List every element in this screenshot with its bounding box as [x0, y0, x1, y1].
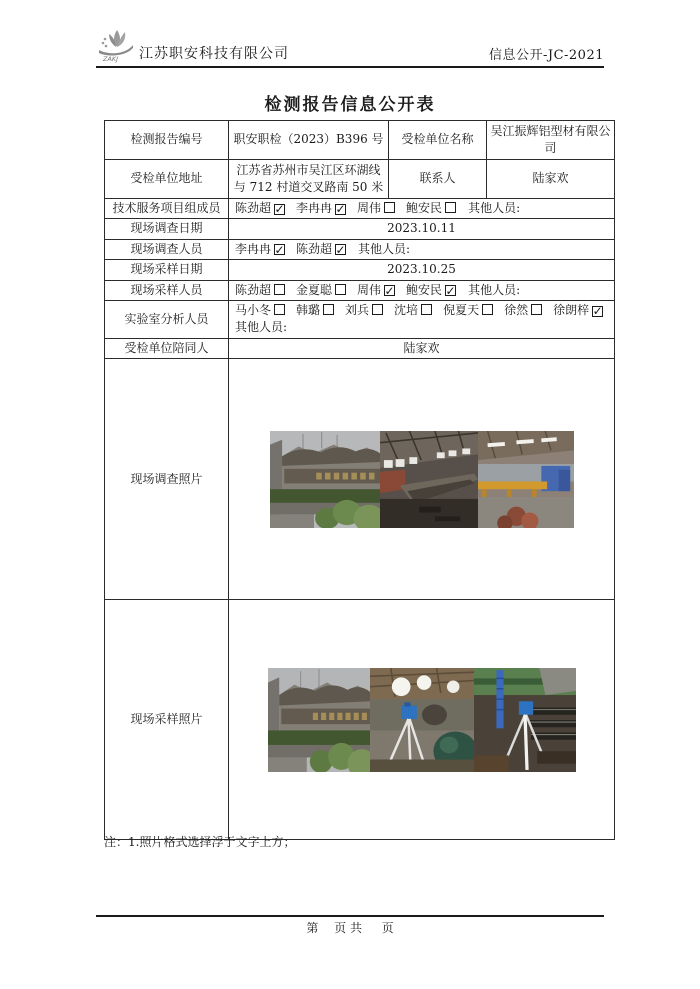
- member-name: 陈劲超: [235, 282, 272, 297]
- sample-staff-label: 现场采样人员: [105, 280, 229, 300]
- survey-date-label: 现场调查日期: [105, 219, 229, 239]
- checkbox-checked-icon[interactable]: ✓: [335, 202, 346, 216]
- checkbox-unchecked-icon[interactable]: [482, 304, 493, 315]
- sampling-photo-tripod-sampler: [370, 668, 474, 772]
- sample-date-label: 现场采样日期: [105, 260, 229, 280]
- checkbox-checked-icon[interactable]: ✓: [335, 242, 346, 257]
- survey-staff-cell: [229, 239, 615, 259]
- team-label: 技术服务项目组成员: [105, 199, 229, 219]
- checkbox-unchecked-icon[interactable]: [421, 304, 432, 315]
- member-item: [235, 282, 285, 299]
- member-item: [443, 302, 493, 319]
- sampling-photo-factory-gate: [268, 668, 370, 772]
- member-name: 陈劲超: [235, 201, 272, 215]
- others-label[interactable]: 其他人员:: [468, 282, 521, 297]
- company-logo-icon: [96, 28, 136, 64]
- row-survey-photos: [105, 359, 615, 600]
- checkbox-checked-icon[interactable]: ✓: [274, 242, 285, 257]
- member-name: 陈劲超: [296, 241, 333, 256]
- checkbox-unchecked-icon[interactable]: [274, 284, 285, 295]
- report-form-table: [104, 120, 615, 840]
- escort-label: 受检单位陪同人: [105, 338, 229, 358]
- brand: [96, 28, 289, 64]
- member-name: 李冉冉: [235, 241, 272, 256]
- row-team: [105, 199, 615, 219]
- checkbox-checked-icon[interactable]: ✓: [445, 283, 456, 298]
- checkbox-unchecked-icon[interactable]: [372, 304, 383, 315]
- survey-photos-cell: [229, 359, 615, 600]
- member-name: 倪夏天: [443, 303, 480, 318]
- escort-value[interactable]: 陆家欢: [229, 338, 615, 358]
- checkbox-unchecked-icon[interactable]: [335, 284, 346, 295]
- team-members-cell: [229, 199, 615, 219]
- unit-address-value[interactable]: 江苏省苏州市吴江区环湖线与 712 村道交叉路南 50 米: [229, 160, 389, 199]
- member-item: [296, 282, 346, 299]
- member-name: 鲍安民: [406, 201, 443, 215]
- survey-staff-label: 现场调查人员: [105, 239, 229, 259]
- row-sample-date: [105, 260, 615, 280]
- contact-label: 联系人: [389, 160, 487, 199]
- footnote: 注：1.照片格式选择浮于文字上方；: [104, 835, 296, 849]
- checkbox-unchecked-icon[interactable]: [445, 202, 456, 213]
- row-escort: [105, 338, 615, 358]
- unit-name-label: 受检单位名称: [389, 121, 487, 160]
- company-name: 江苏职安科技有限公司: [139, 46, 289, 62]
- checkbox-checked-icon[interactable]: ✓: [384, 283, 395, 298]
- unit-name-value[interactable]: 吴江振辉铝型材有限公司: [487, 121, 615, 160]
- sample-date-value[interactable]: 2023.10.25: [229, 260, 615, 280]
- member-item: [296, 302, 334, 319]
- checkbox-unchecked-icon[interactable]: [384, 202, 395, 213]
- sample-photos-cell: [229, 600, 615, 840]
- member-item: [235, 200, 285, 217]
- sample-staff-cell: [229, 280, 615, 300]
- sample-photo-strip: [232, 668, 611, 772]
- survey-photo-strip: [232, 431, 611, 528]
- member-name: 鲍安民: [406, 282, 443, 297]
- member-item: [345, 302, 383, 319]
- member-item: [357, 282, 395, 299]
- page-title: 检测报告信息公开表: [264, 95, 436, 115]
- others-label[interactable]: 其他人员:: [468, 201, 521, 215]
- row-survey-staff: [105, 239, 615, 259]
- member-name: 沈培: [394, 303, 419, 318]
- doc-code: 信息公开-JC-2021: [488, 48, 604, 63]
- member-name: 金夏聪: [296, 282, 333, 297]
- footer-rule: [96, 915, 604, 917]
- checkbox-checked-icon[interactable]: ✓: [274, 202, 285, 216]
- member-name: 刘兵: [345, 303, 370, 318]
- member-name: 周伟: [357, 282, 382, 297]
- row-lab-staff: [105, 300, 615, 338]
- others-label[interactable]: 其他人员:: [235, 320, 288, 335]
- report-no-label: 检测报告编号: [105, 121, 229, 160]
- member-item: [504, 302, 542, 319]
- row-unit-address: [105, 160, 615, 199]
- member-item: [406, 282, 456, 299]
- member-item: [394, 302, 432, 319]
- survey-date-value[interactable]: 2023.10.11: [229, 219, 615, 239]
- logo-text: ZAKJ: [103, 55, 119, 63]
- checkbox-checked-icon[interactable]: ✓: [592, 304, 603, 319]
- unit-address-label: 受检单位地址: [105, 160, 229, 199]
- member-item: [235, 241, 285, 258]
- member-item: [406, 200, 456, 217]
- sampling-photo-tripod-machinery: [474, 668, 576, 772]
- lab-staff-cell: [229, 300, 615, 338]
- member-name: 李冉冉: [296, 201, 333, 215]
- survey-photo-workshop-machines: [478, 431, 574, 528]
- member-item: [296, 200, 346, 217]
- checkbox-unchecked-icon[interactable]: [274, 304, 285, 315]
- lab-staff-label: 实验室分析人员: [105, 300, 229, 338]
- member-name: 马小冬: [235, 303, 272, 318]
- member-name: 徐朗梓: [553, 303, 590, 318]
- member-item: [296, 241, 346, 258]
- row-report-no: [105, 121, 615, 160]
- survey-photo-factory-gate: [270, 431, 380, 528]
- member-item: [553, 302, 603, 319]
- checkbox-unchecked-icon[interactable]: [323, 304, 334, 315]
- member-name: 周伟: [357, 201, 382, 215]
- sample-photos-label: 现场采样照片: [105, 600, 229, 840]
- row-sample-photos: [105, 600, 615, 840]
- survey-photos-label: 现场调查照片: [105, 359, 229, 600]
- report-no-value[interactable]: 职安职检（2023）B396 号: [229, 121, 389, 160]
- survey-photo-workshop-line: [380, 431, 478, 528]
- row-survey-date: [105, 219, 615, 239]
- page-number-text: 第 页 共 页: [306, 921, 394, 935]
- member-item: [357, 200, 395, 217]
- member-item: [235, 302, 285, 319]
- member-name: 徐然: [504, 303, 529, 318]
- checkbox-unchecked-icon[interactable]: [531, 304, 542, 315]
- member-name: 韩璐: [296, 303, 321, 318]
- others-label[interactable]: 其他人员:: [358, 241, 411, 256]
- row-sample-staff: [105, 280, 615, 300]
- page-header: [96, 28, 604, 68]
- contact-value[interactable]: 陆家欢: [487, 160, 615, 199]
